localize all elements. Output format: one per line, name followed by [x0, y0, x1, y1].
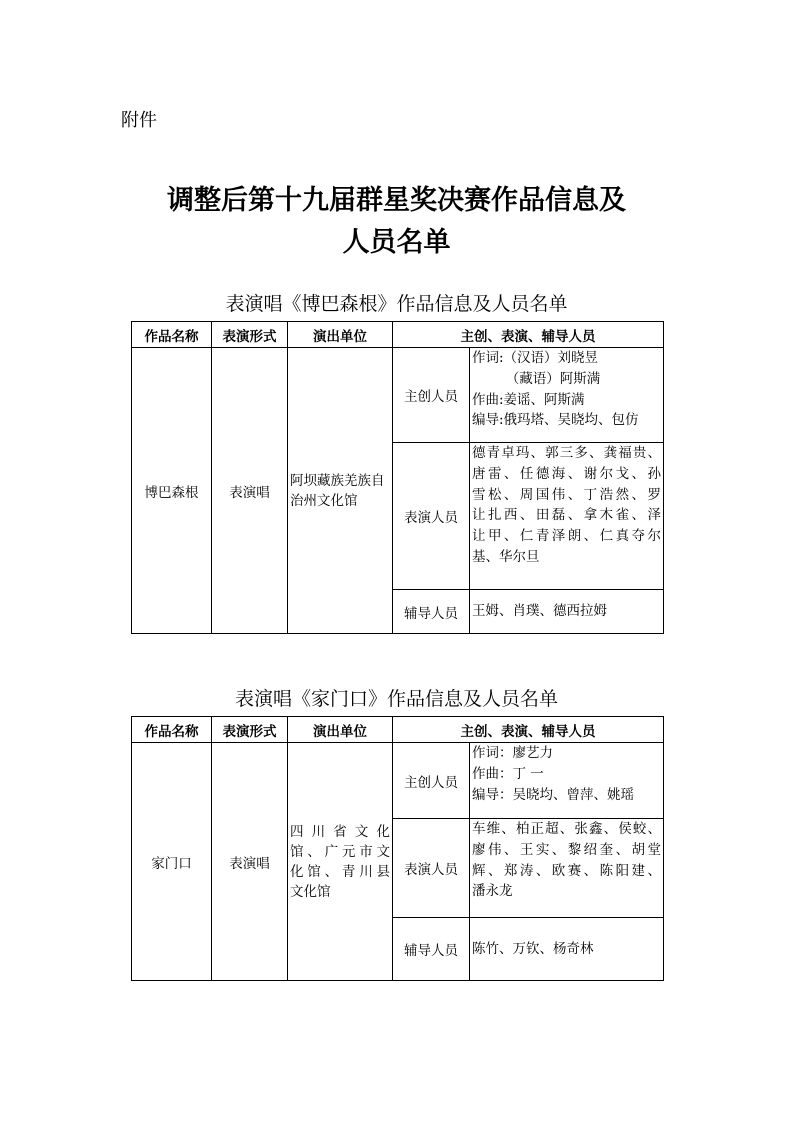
header-unit: 演出单位	[288, 717, 393, 743]
form-cell: 表演唱	[212, 348, 288, 634]
unit-line: 四川省文化	[290, 823, 390, 840]
people-line: 车维、柏正超、张鑫、侯蛟、	[472, 821, 661, 837]
people-cell	[470, 590, 664, 634]
people-line: 雪松、周国伟、丁浩然、罗	[472, 486, 661, 503]
header-form: 表演形式	[212, 717, 288, 743]
people-line: 潘永龙	[472, 883, 513, 900]
table-row	[132, 743, 664, 819]
section-title: 表演唱《家门口》作品信息及人员名单	[234, 688, 558, 710]
role-label: 表演人员	[393, 819, 470, 918]
people-line: 编导:俄玛塔、吴晓均、包仿	[472, 412, 639, 429]
role-label: 辅导人员	[393, 590, 470, 634]
table-header-row	[132, 322, 664, 348]
people-cell	[470, 443, 664, 590]
people-line: （藏语）阿斯满	[472, 370, 601, 387]
unit-cell	[288, 743, 393, 981]
role-label: 表演人员	[393, 443, 470, 590]
header-unit: 演出单位	[288, 322, 393, 348]
people-line: 德青卓玛、郭三多、龚福贵、	[472, 445, 661, 461]
role-label: 主创人员	[393, 348, 470, 443]
people-line: 作词：廖艺力	[472, 745, 553, 761]
unit-line: 化馆、青川县	[290, 863, 390, 880]
people-line: 作词:（汉语）刘晓昱	[472, 350, 599, 366]
header-work-name: 作品名称	[132, 322, 212, 348]
role-label: 主创人员	[393, 743, 470, 819]
table-row	[132, 348, 664, 443]
work-name-cell: 博巴森根	[132, 348, 212, 634]
title-line-2: 人员名单	[342, 227, 451, 258]
people-cell	[470, 348, 664, 443]
people-cell	[470, 743, 664, 819]
title-line-1: 调整后第十九届群星奖决赛作品信息及	[167, 185, 626, 216]
work-name-cell: 家门口	[132, 743, 212, 981]
document-title	[0, 180, 793, 264]
people-line: 基、华尔旦	[472, 548, 540, 565]
people-line: 作曲:姜谣、阿斯满	[472, 391, 585, 408]
unit-line: 馆、广元市文	[290, 843, 390, 860]
table-header-row	[132, 717, 664, 743]
people-line: 廖伟、王实、黎绍奎、胡堂	[472, 841, 661, 858]
header-work-name: 作品名称	[132, 717, 212, 743]
header-personnel: 主创、表演、辅导人员	[393, 322, 664, 348]
role-label: 辅导人员	[393, 918, 470, 981]
people-line: 王姆、肖璞、德西拉姆	[472, 603, 607, 620]
people-line: 辉、郑涛、欧赛、陈阳建、	[472, 862, 661, 879]
people-line: 让扎西、田磊、拿木雀、泽	[472, 507, 661, 524]
people-line: 作曲：丁 一	[472, 765, 544, 782]
people-cell	[470, 918, 664, 981]
unit-cell: 阿坝藏族羌族自治州文化馆	[288, 348, 393, 634]
people-cell	[470, 819, 664, 918]
header-personnel: 主创、表演、辅导人员	[393, 717, 664, 743]
section-title: 表演唱《博巴森根》作品信息及人员名单	[225, 293, 568, 315]
people-line: 让甲、仁青泽朗、仁真夺尔	[472, 528, 661, 545]
people-line: 编导：吴晓均、曾萍、姚瑶	[472, 786, 634, 803]
people-line: 唐雷、任德海、谢尔戈、孙	[472, 465, 661, 482]
form-cell: 表演唱	[212, 743, 288, 981]
attachment-label: 附件	[121, 110, 157, 131]
header-form: 表演形式	[212, 322, 288, 348]
people-line: 陈竹、万钦、杨奇林	[472, 940, 594, 957]
roster-table	[131, 321, 664, 634]
unit-line: 文化馆	[290, 883, 331, 900]
roster-table	[131, 716, 664, 981]
